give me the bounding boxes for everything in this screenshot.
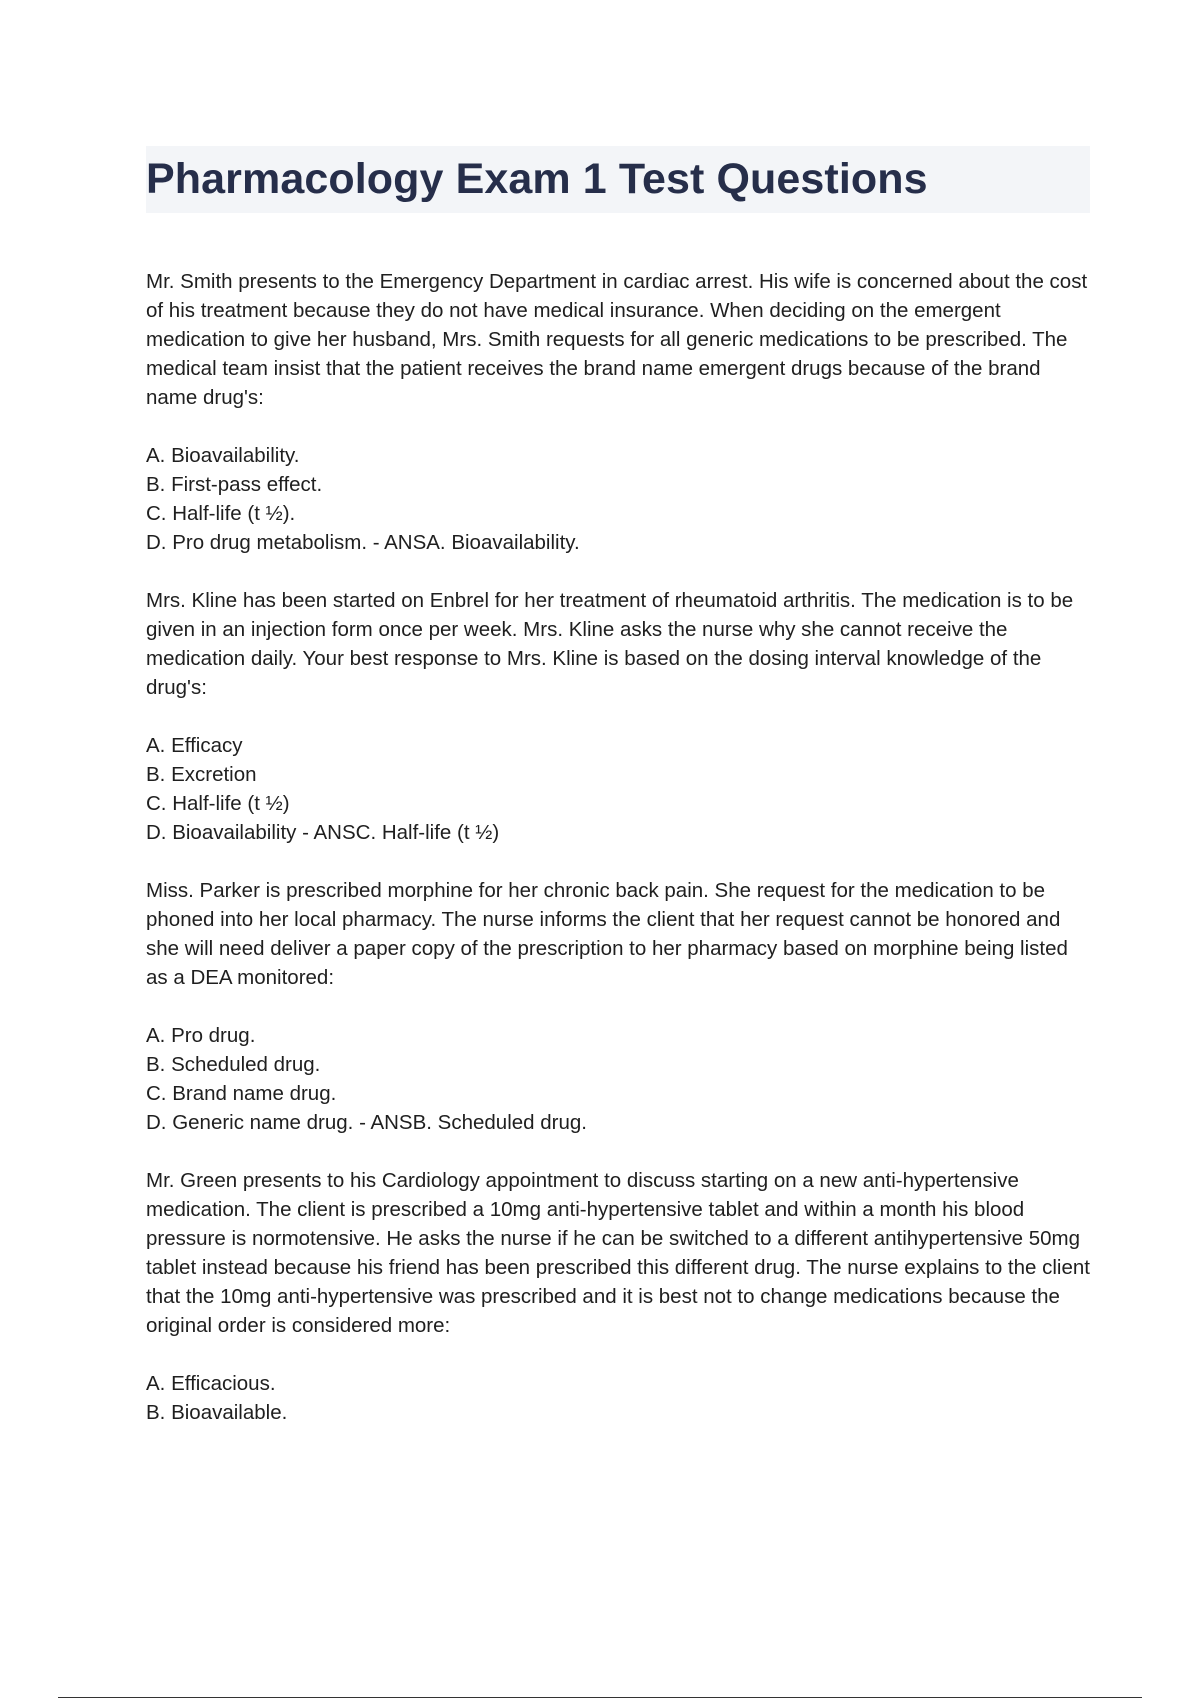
document-page (146, 146, 1090, 1456)
option-list (146, 441, 1090, 557)
option-d: D. Pro drug metabolism. - ANSA. Bioavailability. (146, 531, 580, 554)
option-a: A. Pro drug. (146, 1024, 256, 1047)
document-title: Pharmacology Exam 1 Test Questions (146, 155, 928, 203)
option-d: D. Generic name drug. - ANSB. Scheduled drug. (146, 1111, 587, 1134)
question-stem: Mrs. Kline has been started on Enbrel for her treatment of rheumatoid arthritis. The medication is to be given in an injection form once per week. Mrs. Kline asks the nurse why she cannot receive the medication daily. Your best response to Mrs. Kline is based on the dosing interval knowledge of the drug's: (146, 589, 1074, 699)
question-4 (146, 1166, 1090, 1427)
question-1 (146, 267, 1090, 557)
option-a: A. Efficacious. (146, 1372, 276, 1395)
option-list (146, 731, 1090, 847)
question-2 (146, 586, 1090, 847)
option-c: C. Brand name drug. (146, 1082, 337, 1105)
option-c: C. Half-life (t ½). (146, 502, 296, 525)
question-stem: Mr. Green presents to his Cardiology appointment to discuss starting on a new anti-hypertensive medication. The client is prescribed a 10mg anti-hypertensive tablet and within a month his blood pressure is normotensive. He asks the nurse if he can be switched to a different antihypertensive 50mg tablet instead because his friend has been prescribed this different drug. The nurse explains to the client that the 10mg anti-hypertensive was prescribed and it is best not to change medications because the original order is considered more: (146, 1169, 1090, 1337)
question-3 (146, 876, 1090, 1137)
option-a: A. Bioavailability. (146, 444, 300, 467)
question-stem: Miss. Parker is prescribed morphine for her chronic back pain. She request for the medication to be phoned into her local pharmacy. The nurse informs the client that her request cannot be honored and she will need deliver a paper copy of the prescription to her pharmacy based on morphine being listed as a DEA monitored: (146, 879, 1068, 989)
footer-divider (58, 1697, 1142, 1698)
option-b: B. Bioavailable. (146, 1401, 288, 1424)
option-c: C. Half-life (t ½) (146, 792, 290, 815)
option-list (146, 1369, 1090, 1427)
option-b: B. First-pass effect. (146, 473, 323, 496)
option-a: A. Efficacy (146, 734, 243, 757)
question-stem: Mr. Smith presents to the Emergency Department in cardiac arrest. His wife is concerned about the cost of his treatment because they do not have medical insurance. When deciding on the emergent medication to give her husband, Mrs. Smith requests for all generic medications to be prescribed. The medical team insist that the patient receives the brand name emergent drugs because of the brand name drug's: (146, 270, 1088, 409)
option-list (146, 1021, 1090, 1137)
title-band (146, 146, 1090, 213)
option-b: B. Scheduled drug. (146, 1053, 321, 1076)
option-b: B. Excretion (146, 763, 257, 786)
option-d: D. Bioavailability - ANSC. Half-life (t ½) (146, 821, 500, 844)
